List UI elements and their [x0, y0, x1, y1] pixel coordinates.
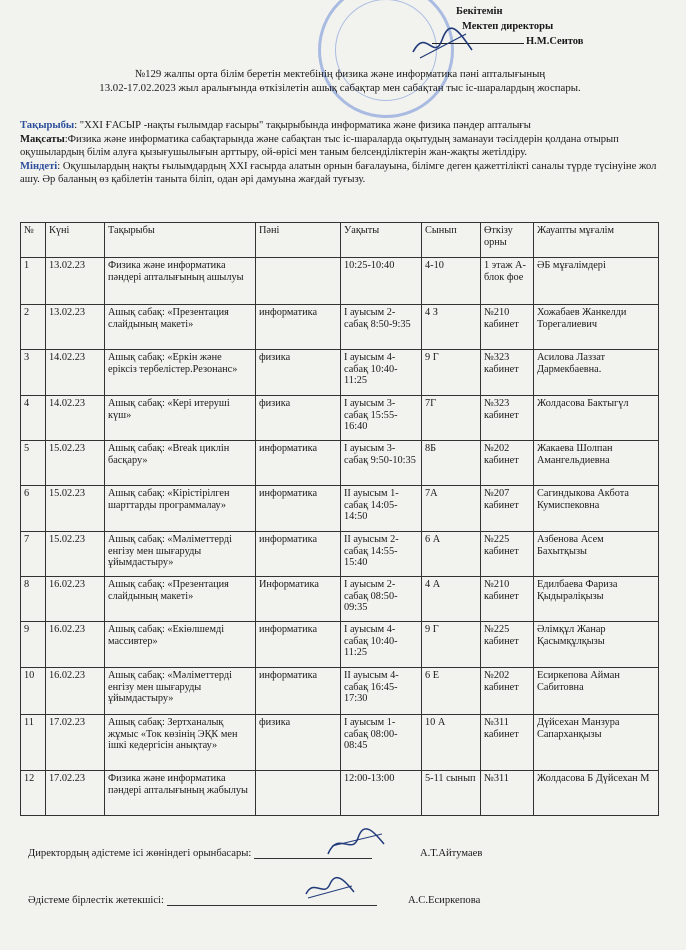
cell-date: 15.02.23 [46, 532, 105, 577]
cell-place: №225 кабинет [481, 622, 534, 668]
approval-line-2: Мектеп директоры [462, 21, 554, 32]
cell-topic: Физика және информатика пәндері апталығының ашылуы [105, 258, 256, 305]
cell-number: 2 [21, 305, 46, 350]
head-label: Әдістеме бірлестік жетекшісі: [28, 895, 164, 906]
table-row [21, 532, 659, 577]
cell-class: 8Б [422, 441, 481, 486]
cell-subject: информатика [256, 486, 341, 532]
cell-number: 7 [21, 532, 46, 577]
cell-number: 12 [21, 771, 46, 816]
table-row [21, 350, 659, 396]
cell-class: 5-11 сынып [422, 771, 481, 816]
cell-subject: информатика [256, 532, 341, 577]
cell-place: №311 кабинет [481, 715, 534, 771]
table-row [21, 486, 659, 532]
cell-topic: Физика және информатика пәндері апталығының жабылуы [105, 771, 256, 816]
cell-date: 14.02.23 [46, 350, 105, 396]
cell-time: 10:25-10:40 [341, 258, 422, 305]
cell-time: II ауысым 1-сабақ 14:05-14:50 [341, 486, 422, 532]
approval-line-1: Бекітемін [456, 6, 503, 17]
cell-date: 15.02.23 [46, 441, 105, 486]
cell-topic: Ашық сабақ: «Презентация слайдының макеті» [105, 577, 256, 622]
cell-date: 15.02.23 [46, 486, 105, 532]
deputy-name: А.Т.Айтумаев [420, 848, 483, 859]
cell-time: I ауысым 2-сабақ 08:50-09:35 [341, 577, 422, 622]
table-row [21, 258, 659, 305]
title-line-1: №129 жалпы орта білім беретін мектебінің физика және информатика пәні апталығының [134, 68, 546, 80]
cell-subject: информатика [256, 305, 341, 350]
cell-class: 10 А [422, 715, 481, 771]
table-row [21, 441, 659, 486]
table-row [21, 396, 659, 441]
topic-label: Тақырыбы [20, 120, 75, 131]
cell-subject: физика [256, 715, 341, 771]
cell-class: 9 Г [422, 622, 481, 668]
cell-time: I ауысым 4-сабақ 10:40-11:25 [341, 350, 422, 396]
cell-teacher: Едилбаева Фариза Қыдырәліқызы [534, 577, 659, 622]
task-label: Міндеті [20, 160, 58, 172]
header-teacher: Жауапты мұғалім [534, 223, 659, 258]
deputy-signature-line [28, 848, 372, 859]
cell-time: I ауысым 3-сабақ 9:50-10:35 [341, 441, 422, 486]
header-topic: Тақырыбы [105, 223, 256, 258]
cell-number: 4 [21, 396, 46, 441]
cell-teacher: Дүйсехан Манзура Сапарханқызы [534, 715, 659, 771]
cell-time: II ауысым 4-сабақ 16:45-17:30 [341, 668, 422, 715]
title-line-2: 13.02-17.02.2023 жыл аралығында өткізілетін ашық сабақтар мен сабақтан тыс іс-шаралардың жоспары. [99, 82, 581, 94]
header-class: Сынып [422, 223, 481, 258]
table-header-row [21, 223, 659, 258]
goal-text: :Физика және информатика сабақтарында және сабақтан тыс іс-шараларда оқытудың заманауи тәсілдерін қолдана отырып оқушылардың білім алуға қызығушылығын арттыру, ой-өрісі мен таным белсенділіктерін жан-жақты жетілдіру. [20, 133, 619, 159]
cell-teacher: Хожабаев Жанкелди Торегалиевич [534, 305, 659, 350]
cell-number: 10 [21, 668, 46, 715]
cell-class: 6 А [422, 532, 481, 577]
task-text: : Оқушылардың нақты ғылымдардың XXI ғасырда алатын орнын бағалауына, білімге деген қажеттілікті саналы түрде түсінуіне жол ашу. Әр баланың өз қабілетін танытa білiп, одан әрі дамуына жағдай туғызу. [20, 160, 657, 186]
cell-place: №202 кабинет [481, 441, 534, 486]
cell-date: 13.02.23 [46, 258, 105, 305]
table-row [21, 577, 659, 622]
cell-class: 4-10 [422, 258, 481, 305]
cell-date: 16.02.23 [46, 622, 105, 668]
cell-number: 5 [21, 441, 46, 486]
table-row [21, 771, 659, 816]
goal-label: Мақсаты [20, 133, 65, 145]
cell-place: №210 кабинет [481, 577, 534, 622]
cell-subject: информатика [256, 622, 341, 668]
cell-topic: Ашық сабақ: «Екіөлшемді массивтер» [105, 622, 256, 668]
header-place: Өткізу орны [481, 223, 534, 258]
cell-number: 3 [21, 350, 46, 396]
cell-number: 11 [21, 715, 46, 771]
cell-topic: Ашық сабақ: «Break циклін басқару» [105, 441, 256, 486]
cell-date: 16.02.23 [46, 668, 105, 715]
cell-teacher: Сагиндыкова Акбота Кумиспековна [534, 486, 659, 532]
cell-number: 1 [21, 258, 46, 305]
schedule-table [20, 222, 659, 816]
cell-date: 13.02.23 [46, 305, 105, 350]
cell-time: II ауысым 2-сабақ 14:55-15:40 [341, 532, 422, 577]
cell-subject [256, 771, 341, 816]
table-row [21, 622, 659, 668]
cell-place: №323 кабинет [481, 350, 534, 396]
header-subject: Пәні [256, 223, 341, 258]
cell-subject [256, 258, 341, 305]
table-row [21, 668, 659, 715]
cell-time: I ауысым 2-сабақ 8:50-9:35 [341, 305, 422, 350]
header-number: № [21, 223, 46, 258]
cell-subject: физика [256, 396, 341, 441]
cell-number: 6 [21, 486, 46, 532]
cell-teacher: Азбенова Асем Бахытқызы [534, 532, 659, 577]
director-signature [408, 22, 478, 66]
cell-number: 9 [21, 622, 46, 668]
cell-place: №210 кабинет [481, 305, 534, 350]
header-date: Күні [46, 223, 105, 258]
cell-date: 16.02.23 [46, 577, 105, 622]
topic-text: : "XXI ҒАСЫР -нақты ғылымдар ғасыры" тақырыбында информатика және физика пәндер апталығы [74, 120, 531, 131]
cell-topic: Ашық сабақ: «Мәліметтерді енгізу мен шығаруды ұйымдастыру» [105, 668, 256, 715]
cell-place: №323 кабинет [481, 396, 534, 441]
cell-teacher: Жолдасова Бактыгүл [534, 396, 659, 441]
cell-topic: Ашық сабақ: «Кірістірілген шарттарды программалау» [105, 486, 256, 532]
cell-teacher: Есиркепова Айман Сабитовна [534, 668, 659, 715]
cell-time: I ауысым 1-сабақ 08:00-08:45 [341, 715, 422, 771]
cell-number: 8 [21, 577, 46, 622]
cell-place: №202 кабинет [481, 668, 534, 715]
cell-subject: информатика [256, 668, 341, 715]
approval-director-name: Н.М.Сеитов [526, 36, 584, 47]
deputy-label: Директордың әдістеме ісі жөніндегі орынбасары: [28, 848, 252, 859]
cell-topic: Ашық сабақ: «Кері итеруші күш» [105, 396, 256, 441]
intro-section [20, 119, 660, 187]
cell-teacher: Асилова Лаззат Дармекбаевна. [534, 350, 659, 396]
cell-topic: Ашық сабақ: «Еркін және еріксіз тербелістер.Резонанс» [105, 350, 256, 396]
cell-class: 7Г [422, 396, 481, 441]
cell-topic: Ашық сабақ: «Мәліметтерді енгізу мен шығаруды ұйымдастыру» [105, 532, 256, 577]
cell-place: №207 кабинет [481, 486, 534, 532]
head-name: А.С.Есиркепова [408, 895, 481, 906]
header-time: Уақыты [341, 223, 422, 258]
cell-date: 17.02.23 [46, 715, 105, 771]
cell-subject: физика [256, 350, 341, 396]
cell-teacher: Жолдасова Б Дүйсехан М [534, 771, 659, 816]
head-signature [300, 872, 360, 906]
document-title [20, 67, 660, 95]
cell-class: 4 З [422, 305, 481, 350]
cell-time: I ауысым 4-сабақ 10:40-11:25 [341, 622, 422, 668]
cell-teacher: ӘБ мұғалімдері [534, 258, 659, 305]
cell-topic: Ашық сабақ: Зертханалық жұмыс «Ток көзінің ЭҚК мен ішкі кедергісін анықтау» [105, 715, 256, 771]
cell-time: I ауысым 3-сабақ 15:55-16:40 [341, 396, 422, 441]
table-row [21, 715, 659, 771]
cell-place: №225 кабинет [481, 532, 534, 577]
cell-date: 17.02.23 [46, 771, 105, 816]
cell-subject: Информатика [256, 577, 341, 622]
cell-class: 4 А [422, 577, 481, 622]
deputy-signature [322, 826, 392, 862]
cell-class: 7А [422, 486, 481, 532]
table-row [21, 305, 659, 350]
cell-class: 6 Е [422, 668, 481, 715]
cell-teacher: Әлімқұл Жанар Қасымқұлқызы [534, 622, 659, 668]
cell-place: №311 [481, 771, 534, 816]
cell-date: 14.02.23 [46, 396, 105, 441]
cell-place: 1 этаж А-блок фое [481, 258, 534, 305]
cell-time: 12:00-13:00 [341, 771, 422, 816]
cell-topic: Ашық сабақ: «Презентация слайдының макеті» [105, 305, 256, 350]
cell-class: 9 Г [422, 350, 481, 396]
cell-teacher: Жакаева Шолпан Амангельдиевна [534, 441, 659, 486]
cell-subject: информатика [256, 441, 341, 486]
